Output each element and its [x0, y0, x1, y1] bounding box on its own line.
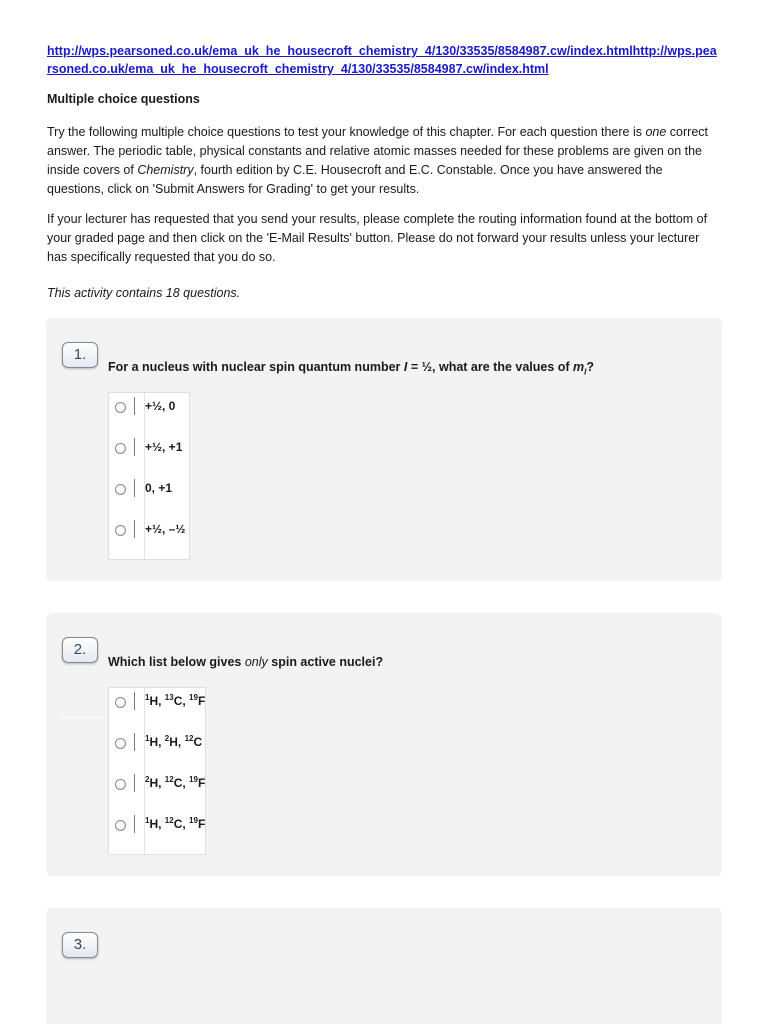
emphasis-one: one	[645, 125, 667, 139]
radio-button[interactable]	[115, 402, 126, 413]
intro-paragraph-2: If your lecturer has requested that you send your results, please complete the routing information found at the bottom of your graded page and then click on the 'E-Mail Results' button. Please do not forward your results unless your lecturer has specifically requested that you do so.	[47, 212, 708, 264]
answer-option[interactable]	[109, 774, 205, 794]
page-heading: Multiple choice questions	[47, 92, 200, 106]
radio-button[interactable]	[115, 443, 126, 454]
answer-option[interactable]	[109, 733, 205, 753]
book-title: Chemistry	[137, 163, 194, 177]
question-text: Which list below gives only spin active nuclei?	[108, 655, 384, 669]
answer-options	[108, 392, 190, 560]
document-body	[47, 42, 727, 300]
question-card-1	[46, 318, 722, 581]
answer-option[interactable]	[109, 397, 189, 417]
intro-paragraph-1: Try the following multiple choice questions to test your knowledge of this chapter. For each question there is one correct answer. The periodic table, physical constants and relative atomic masses needed for these problems are given on the inside covers of Chemistry, fourth edition by C.E. Housecroft and E.C. Constable. Once you have answered the questions, click on 'Submit Answers for Grading' to get your results.	[47, 125, 709, 196]
question-count-note: This activity contains 18 questions.	[47, 286, 241, 300]
radio-button[interactable]	[115, 779, 126, 790]
option-label: +½, +1	[145, 440, 183, 454]
option-label: +½, 0	[145, 399, 176, 413]
answer-option[interactable]	[109, 438, 189, 458]
question-card-3	[46, 908, 722, 1024]
option-label: $^1$H, $^{12}$C, $^{19}$F	[145, 816, 206, 831]
option-label: +½, –½	[145, 522, 186, 536]
radio-button[interactable]	[115, 697, 126, 708]
answer-option[interactable]	[109, 479, 189, 499]
option-label: 0, +1	[145, 481, 173, 495]
radio-button[interactable]	[115, 738, 126, 749]
question-number-badge: 3.	[62, 932, 98, 958]
question-text: For a nucleus with nuclear spin quantum number I = ½, what are the values of $m_I$?	[108, 360, 595, 377]
question-number-badge: 2.	[62, 637, 98, 663]
option-label: $^1$H, $^2$H, $^{12}$C	[145, 734, 203, 749]
option-label: $^1$H, $^{13}$C, $^{19}$F	[145, 693, 206, 708]
option-label: $^2$H, $^{12}$C, $^{19}$F	[145, 775, 206, 790]
answer-option[interactable]	[109, 815, 205, 835]
source-url-link[interactable]: http://wps.pearsoned.co.uk/ema_uk_he_housecroft_chemistry_4/130/33535/8584987.cw/index.htmlhttp://wps.pearsoned.co.uk/ema_uk_he_housecroft_chemistry_4/130/33535/8584987.cw/index.html	[47, 44, 717, 76]
question-number-badge: 1.	[62, 342, 98, 368]
radio-button[interactable]	[115, 525, 126, 536]
radio-button[interactable]	[115, 820, 126, 831]
answer-options	[108, 687, 206, 855]
answer-option[interactable]	[109, 520, 189, 540]
question-card-2	[46, 613, 722, 876]
answer-option[interactable]	[109, 692, 205, 712]
radio-button[interactable]	[115, 484, 126, 495]
